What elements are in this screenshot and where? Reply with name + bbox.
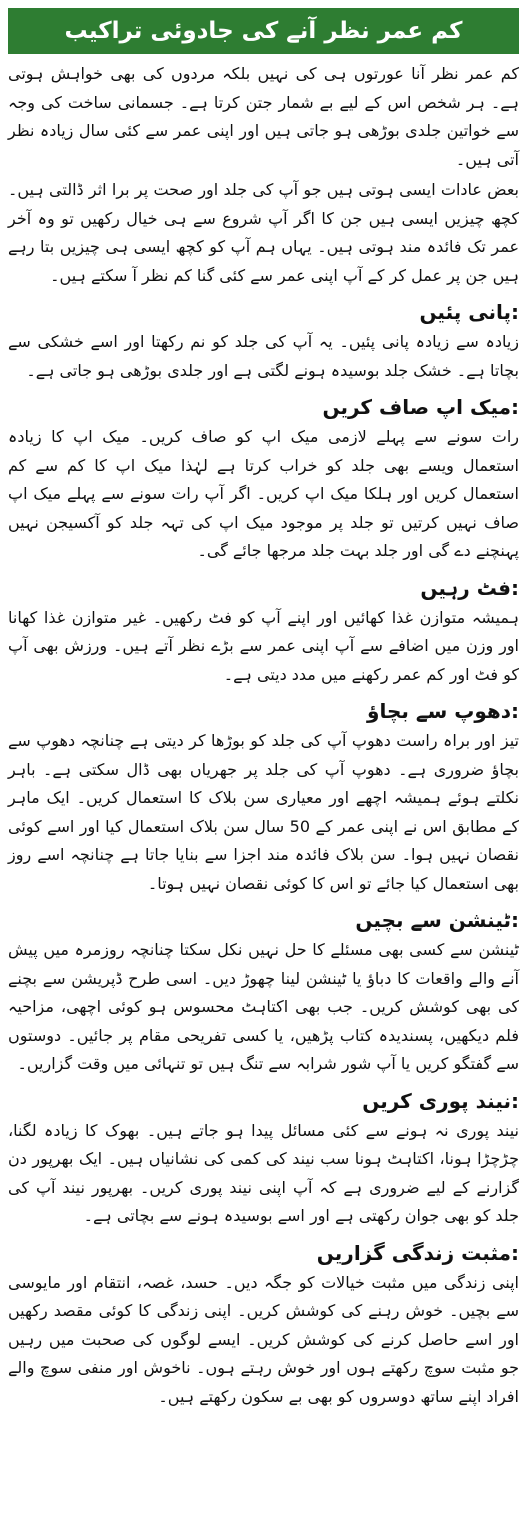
section-heading: :مثبت زندگی گزاریں <box>316 1240 519 1265</box>
section-tension <box>8 904 519 1079</box>
section-text: نیند پوری نہ ہونے سے کئی مسائل پیدا ہو جاتے ہیں۔ بھوک کا زیادہ لگنا، چڑچڑا ہونا، اکتاہٹ ہونا سب نیند کی کمی کی نشانیاں ہیں۔ ایک بھرپور دن گزارنے کے لیے ضروری ہے کہ آپ اپنی نیند پوری کریں۔ بھرپور نیند آپ کی جلد کو بھی جوان رکھتی ہے اور اسے بوسیدہ ہونے سے بچاتی ہے۔ <box>8 1120 519 1225</box>
section-fitness <box>8 572 519 690</box>
section-sleep <box>8 1085 519 1231</box>
section-text: رات سونے سے پہلے لازمی میک اپ کو صاف کریں۔ میک اپ کا زیادہ استعمال ویسے بھی جلد کو خراب کرتا ہے لہٰذا میک اپ کا کم سے کم استعمال کریں اور ہلکا میک اپ کریں۔ اگر آپ رات سونے سے پہلے میک اپ صاف نہیں کرتیں تو جلد پر موجود میک اپ کی تہہ جلد کو آکسیجن نہیں پہنچنے دے گی اور جلد بہت جلد مرجھا جائے گی۔ <box>8 427 519 560</box>
section-water <box>8 296 519 385</box>
section-text: تیز اور براہ راست دھوپ آپ کی جلد کو بوڑھا کر دیتی ہے چنانچہ دھوپ سے بچاؤ ضروری ہے۔ دھوپ آپ کی جلد پر جھریاں بھی ڈال سکتی ہے۔ باہر نکلتے ہوئے ہمیشہ اچھے اور معیاری سن بلاک کا استعمال کریں۔ ایک ماہر کے مطابق اس نے اپنی عمر کے 50 سال سن بلاک استعمال کیا اور اسے کوئی نقصان نہیں ہوا۔ سن بلاک فائدہ مند اجزا سے بنایا جاتا ہے چنانچہ اسے روز بھی استعمال کیا جائے تو اس کا کوئی نقصان نہیں ہوتا۔ <box>8 731 520 893</box>
section-heading: :پانی پئیں <box>419 300 519 324</box>
section-text: ٹینشن سے کسی بھی مسئلے کا حل نہیں نکل سکتا چنانچہ روزمرہ میں پیش آنے والے واقعات کا دباؤ یا ٹینشن لینا چھوڑ دیں۔ اسی طرح ڈپریشن سے بچنے کی بھی کوشش کریں۔ جب بھی اکتاہٹ محسوس ہو کوئی اچھی، مزاحیہ فلم دیکھیں، پسندیدہ کتاب پڑھیں، یا کسی تفریحی مقام پر جائیں۔ دوستوں سے گفتگو کریں یا آپ شور شرابہ سے تنگ ہیں تو تنہائی میں وقت گزاریں۔ <box>8 940 519 1073</box>
section-heading: :نیند پوری کریں <box>362 1088 519 1113</box>
section-heading: :میک اپ صاف کریں <box>322 395 519 419</box>
article-title-banner <box>8 8 519 54</box>
section-makeup <box>8 391 519 566</box>
section-heading: :ٹینشن سے بچیں <box>355 908 519 932</box>
section-positive-life <box>8 1237 519 1412</box>
intro-paragraph: بعض عادات ایسی ہوتی ہیں جو آپ کی جلد اور صحت پر برا اثر ڈالتی ہیں۔ کچھ چیزیں ایسی ہیں جن کا اگر آپ شروع سے ہی خیال رکھیں تو وہ آخر عمر تک فائدہ مند ہوتی ہیں۔ یہاں ہم آپ کو کچھ ایسی ہی چیزیں بتا رہے ہیں جن پر عمل کر کے آپ اپنی عمر سے کئی گنا کم نظر آ سکتے ہیں۔ <box>8 180 519 285</box>
section-sun-protection <box>8 695 519 898</box>
section-heading: :دھوپ سے بچاؤ <box>367 699 519 723</box>
section-text: ہمیشہ متوازن غذا کھائیں اور اپنے آپ کو فٹ رکھیں۔ غیر متوازن غذا کھانا اور وزن میں اضافے سے آپ اپنی عمر سے بڑے نظر آتے ہیں۔ ورزش بھی آپ کو فٹ اور کم عمر رکھنے میں مدد دیتی ہے۔ <box>8 607 519 684</box>
intro-paragraph: کم عمر نظر آنا عورتوں ہی کی نہیں بلکہ مردوں کی بھی خواہش ہوتی ہے۔ ہر شخص اس کے لیے بے شمار جتن کرتا ہے۔ جسمانی ساخت کی وجہ سے خواتین جلدی بوڑھی ہو جاتی ہیں اور اپنی عمر سے کئی سال زیادہ نظر آتی ہیں۔ <box>8 64 519 169</box>
article-title: کم عمر نظر آنے کی جادوئی تراکیب <box>64 18 463 44</box>
section-text: زیادہ سے زیادہ پانی پئیں۔ یہ آپ کی جلد کو نم رکھتا اور اسے خشکی سے بچاتا ہے۔ خشک جلد بوسیدہ ہونے لگتی ہے اور جلدی بوڑھی ہو جاتی ہے۔ <box>8 332 519 380</box>
section-text: اپنی زندگی میں مثبت خیالات کو جگہ دیں۔ حسد، غصہ، انتقام اور مایوسی سے بچیں۔ خوش رہنے کی کوشش کریں۔ اپنی زندگی کا کوئی مقصد رکھیں اور اسے حاصل کرنے کی کوشش کریں۔ ایسے لوگوں کی صحبت میں رہیں جو مثبت سوچ رکھتے ہوں اور خوش رہتے ہوں۔ ناخوش اور منفی سوچ والے افراد اپنے ساتھ دوسروں کو بھی بے سکون رکھتے ہیں۔ <box>8 1272 520 1406</box>
section-heading: :فٹ رہیں <box>420 575 519 600</box>
